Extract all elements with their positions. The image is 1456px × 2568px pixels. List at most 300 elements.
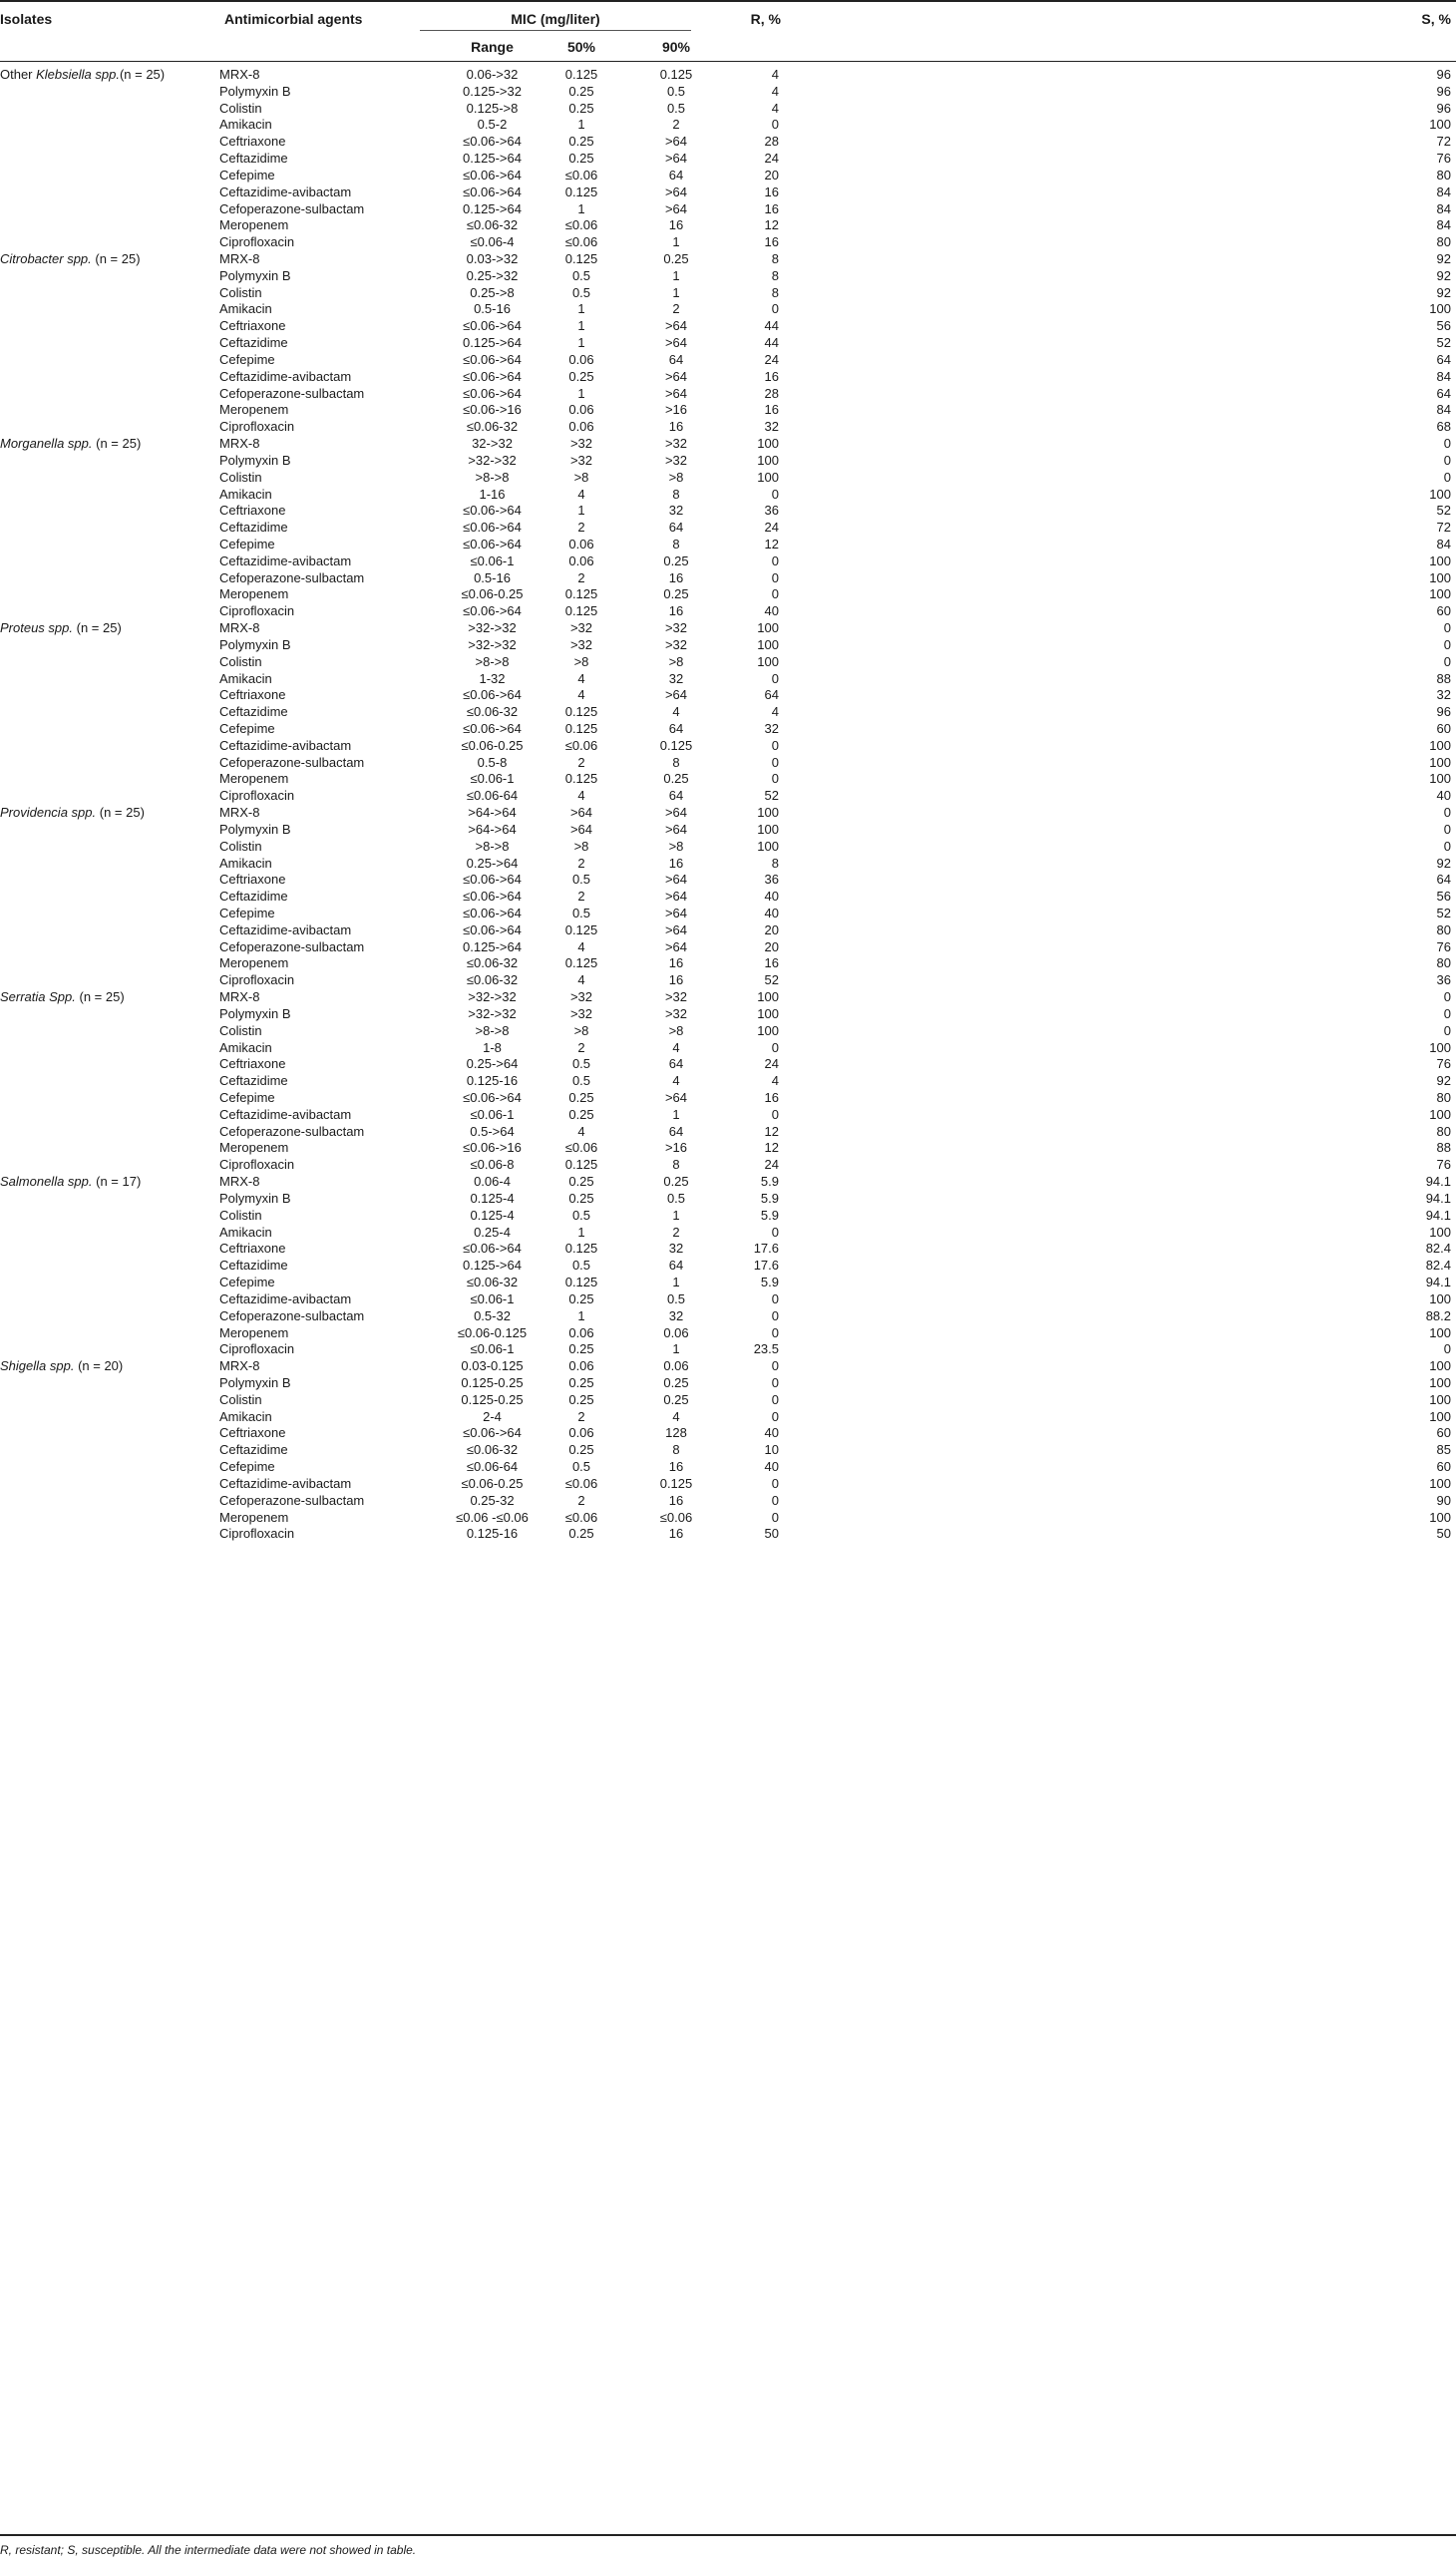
table-row xyxy=(0,1291,1456,1308)
agent-cell: Ceftriaxone xyxy=(219,1425,286,1441)
s-pct-cell: 82.4 xyxy=(1425,1241,1451,1257)
table-row xyxy=(0,537,1456,553)
range-cell: ≤0.06->64 xyxy=(463,183,522,199)
s-pct-cell: 0 xyxy=(1443,838,1451,854)
r-pct-cell: 4 xyxy=(771,67,779,82)
s-pct-cell: 100 xyxy=(1429,1039,1451,1055)
s-pct-cell: 0 xyxy=(1443,636,1451,652)
s-pct-cell: 84 xyxy=(1436,200,1451,216)
range-cell: ≤0.06->64 xyxy=(463,1425,522,1441)
s-pct-cell: 100 xyxy=(1429,1408,1451,1424)
range-cell: 32->32 xyxy=(472,436,513,452)
r-pct-cell: 5.9 xyxy=(760,1190,779,1206)
range-cell: ≤0.06-4 xyxy=(470,234,515,250)
s-pct-cell: 82.4 xyxy=(1425,1258,1451,1274)
mic50-cell: 0.25 xyxy=(568,1526,594,1542)
r-pct-cell: 24 xyxy=(764,1157,779,1173)
r-pct-cell: 20 xyxy=(764,921,779,937)
table-row xyxy=(0,1023,1456,1040)
s-pct-cell: 100 xyxy=(1429,1324,1451,1340)
s-pct-cell: 72 xyxy=(1436,134,1451,150)
header-r: R, % xyxy=(750,11,781,27)
mic50-cell: 2 xyxy=(577,855,585,871)
mic90-cell: >64 xyxy=(664,385,688,401)
agent-cell: Cefepime xyxy=(219,1275,275,1290)
r-pct-cell: 12 xyxy=(764,1123,779,1139)
table-row xyxy=(0,335,1456,352)
s-pct-cell: 100 xyxy=(1429,1509,1451,1525)
table-row xyxy=(0,251,1456,268)
range-cell: ≤0.06->64 xyxy=(463,385,522,401)
s-pct-cell: 80 xyxy=(1436,955,1451,971)
mic90-cell: 1 xyxy=(672,1207,680,1223)
r-pct-cell: 4 xyxy=(771,1073,779,1089)
mic90-cell: 0.125 xyxy=(659,67,693,82)
table-row xyxy=(0,67,1456,84)
r-pct-cell: 10 xyxy=(764,1442,779,1458)
range-cell: ≤0.06->64 xyxy=(463,1090,522,1106)
mic90-cell: >8 xyxy=(668,469,684,485)
s-pct-cell: 0 xyxy=(1443,452,1451,468)
table-row xyxy=(0,822,1456,839)
r-pct-cell: 24 xyxy=(764,351,779,367)
table-row xyxy=(0,839,1456,856)
r-pct-cell: 0 xyxy=(771,117,779,133)
mic50-cell: 0.125 xyxy=(564,251,598,267)
mic50-cell: 1 xyxy=(577,200,585,216)
agent-cell: Amikacin xyxy=(219,301,272,317)
mic90-cell: 4 xyxy=(672,1408,680,1424)
agent-cell: Cefepime xyxy=(219,536,275,551)
table-row xyxy=(0,117,1456,134)
agent-cell: Ciprofloxacin xyxy=(219,234,295,250)
table-row xyxy=(0,503,1456,520)
mic90-cell: 16 xyxy=(668,855,684,871)
mic90-cell: 2 xyxy=(672,301,680,317)
agent-cell: Polymyxin B xyxy=(219,821,291,837)
range-cell: ≤0.06-1 xyxy=(470,1106,515,1122)
range-cell: 0.125-16 xyxy=(466,1526,519,1542)
mic50-cell: 0.125 xyxy=(564,771,598,787)
mic90-cell: 16 xyxy=(668,217,684,233)
s-pct-cell: 100 xyxy=(1429,1290,1451,1306)
range-cell: >8->8 xyxy=(475,469,510,485)
mic90-cell: 1 xyxy=(672,1341,680,1357)
mic50-cell: 0.06 xyxy=(568,536,594,551)
header-agents: Antimicorbial agents xyxy=(224,11,363,27)
r-pct-cell: 0 xyxy=(771,1224,779,1240)
mic90-cell: 32 xyxy=(668,670,684,686)
table-row xyxy=(0,989,1456,1006)
table-row xyxy=(0,101,1456,118)
mic-header-rule xyxy=(420,30,691,31)
agent-cell: Meropenem xyxy=(219,217,289,233)
mic50-cell: 0.25 xyxy=(568,100,594,116)
agent-cell: Colistin xyxy=(219,284,262,300)
r-pct-cell: 100 xyxy=(757,821,779,837)
agent-cell: Colistin xyxy=(219,1391,262,1407)
s-pct-cell: 84 xyxy=(1436,536,1451,551)
table-row xyxy=(0,217,1456,234)
r-pct-cell: 0 xyxy=(771,1492,779,1508)
agent-cell: Ciprofloxacin xyxy=(219,788,295,804)
mic50-cell: 4 xyxy=(577,788,585,804)
r-pct-cell: 32 xyxy=(764,720,779,736)
isolate-name: Salmonella spp. xyxy=(0,1174,93,1190)
mic50-cell: 4 xyxy=(577,972,585,988)
range-cell: ≤0.06-0.125 xyxy=(457,1324,528,1340)
r-pct-cell: 40 xyxy=(764,1459,779,1475)
table-row xyxy=(0,1006,1456,1023)
agent-cell: Cefoperazone-sulbactam xyxy=(219,938,365,954)
range-cell: 0.125-4 xyxy=(470,1190,515,1206)
s-pct-cell: 80 xyxy=(1436,234,1451,250)
range-cell: 0.125->64 xyxy=(463,1258,522,1274)
s-pct-cell: 96 xyxy=(1436,83,1451,99)
r-pct-cell: 12 xyxy=(764,536,779,551)
mic50-cell: ≤0.06 xyxy=(564,1475,598,1491)
agent-cell: Ceftriaxone xyxy=(219,872,286,888)
s-pct-cell: 52 xyxy=(1436,335,1451,351)
table-row xyxy=(0,603,1456,620)
r-pct-cell: 100 xyxy=(757,636,779,652)
table-row xyxy=(0,419,1456,436)
range-cell: 0.125-0.25 xyxy=(461,1391,524,1407)
agent-cell: Ceftriaxone xyxy=(219,134,286,150)
mic90-cell: 32 xyxy=(668,503,684,519)
range-cell: >32->32 xyxy=(468,636,517,652)
header-bottom-rule xyxy=(0,61,1456,62)
isolate-count: (n = 17) xyxy=(92,1174,142,1190)
s-pct-cell: 100 xyxy=(1429,754,1451,770)
mic90-cell: >8 xyxy=(668,838,684,854)
mic90-cell: >64 xyxy=(664,318,688,334)
mic50-cell: 4 xyxy=(577,486,585,502)
r-pct-cell: 40 xyxy=(764,1425,779,1441)
s-pct-cell: 84 xyxy=(1436,402,1451,418)
range-cell: >32->32 xyxy=(468,989,517,1005)
mic50-cell: 0.5 xyxy=(571,1459,591,1475)
agent-cell: Cefoperazone-sulbactam xyxy=(219,385,365,401)
s-pct-cell: 100 xyxy=(1429,1224,1451,1240)
mic50-cell: 0.5 xyxy=(571,284,591,300)
agent-cell: Ceftazidime xyxy=(219,704,288,720)
mic50-cell: 0.06 xyxy=(568,419,594,435)
isolate-count: (n = 20) xyxy=(74,1358,124,1374)
r-pct-cell: 40 xyxy=(764,906,779,920)
mic50-cell: 0.125 xyxy=(564,67,598,82)
mic50-cell: 1 xyxy=(577,301,585,317)
r-pct-cell: 17.6 xyxy=(753,1258,779,1274)
agent-cell: Ceftazidime xyxy=(219,335,288,351)
mic90-cell: >32 xyxy=(664,636,688,652)
table-row xyxy=(0,352,1456,369)
mic50-cell: 0.06 xyxy=(568,402,594,418)
mic50-cell: ≤0.06 xyxy=(564,1140,598,1156)
mic50-cell: 1 xyxy=(577,1307,585,1323)
s-pct-cell: 76 xyxy=(1436,151,1451,167)
range-cell: ≤0.06->64 xyxy=(463,603,522,619)
agent-cell: Cefepime xyxy=(219,167,275,183)
r-pct-cell: 44 xyxy=(764,318,779,334)
mic50-cell: ≤0.06 xyxy=(564,234,598,250)
table-row xyxy=(0,939,1456,956)
r-pct-cell: 100 xyxy=(757,838,779,854)
range-cell: ≤0.06->64 xyxy=(463,906,522,920)
agent-cell: Ceftazidime-avibactam xyxy=(219,1290,352,1306)
r-pct-cell: 0 xyxy=(771,1475,779,1491)
mic90-cell: 0.5 xyxy=(666,100,686,116)
r-pct-cell: 100 xyxy=(757,469,779,485)
s-pct-cell: 100 xyxy=(1429,1475,1451,1491)
agent-cell: Cefoperazone-sulbactam xyxy=(219,1123,365,1139)
table-row xyxy=(0,1275,1456,1291)
header-isolates: Isolates xyxy=(0,11,53,27)
mic50-cell: >8 xyxy=(573,469,589,485)
table-row xyxy=(0,972,1456,989)
agent-cell: Cefoperazone-sulbactam xyxy=(219,569,365,585)
r-pct-cell: 24 xyxy=(764,1056,779,1072)
r-pct-cell: 64 xyxy=(764,687,779,703)
mic90-cell: >64 xyxy=(664,872,688,888)
range-cell: ≤0.06->64 xyxy=(463,134,522,150)
table-row xyxy=(0,151,1456,168)
agent-cell: Ceftriaxone xyxy=(219,687,286,703)
mic90-cell: 0.125 xyxy=(659,1475,693,1491)
isolate-name: Morganella spp. xyxy=(0,436,93,452)
table-row xyxy=(0,1459,1456,1476)
range-cell: ≤0.06-32 xyxy=(466,217,519,233)
s-pct-cell: 96 xyxy=(1436,100,1451,116)
mic90-cell: 1 xyxy=(672,1106,680,1122)
r-pct-cell: 100 xyxy=(757,620,779,636)
s-pct-cell: 80 xyxy=(1436,1090,1451,1106)
r-pct-cell: 0 xyxy=(771,1106,779,1122)
table-row xyxy=(0,134,1456,151)
mic50-cell: >64 xyxy=(569,821,593,837)
mic50-cell: 1 xyxy=(577,117,585,133)
mic90-cell: 8 xyxy=(672,536,680,551)
r-pct-cell: 44 xyxy=(764,335,779,351)
agent-cell: Cefepime xyxy=(219,1459,275,1475)
table-row xyxy=(0,1090,1456,1107)
s-pct-cell: 0 xyxy=(1443,436,1451,452)
agent-cell: Cefoperazone-sulbactam xyxy=(219,754,365,770)
agent-cell: Ceftriaxone xyxy=(219,1056,286,1072)
range-cell: >32->32 xyxy=(468,620,517,636)
agent-cell: Ciprofloxacin xyxy=(219,603,295,619)
mic90-cell: 2 xyxy=(672,1224,680,1240)
r-pct-cell: 16 xyxy=(764,200,779,216)
agent-cell: Ceftazidime xyxy=(219,520,288,536)
agent-cell: Cefepime xyxy=(219,1090,275,1106)
table-row xyxy=(0,620,1456,637)
table-row xyxy=(0,234,1456,251)
mic90-cell: 4 xyxy=(672,1039,680,1055)
r-pct-cell: 100 xyxy=(757,436,779,452)
mic50-cell: 0.25 xyxy=(568,1442,594,1458)
mic90-cell: 128 xyxy=(665,1425,687,1441)
r-pct-cell: 20 xyxy=(764,167,779,183)
mic50-cell: 0.06 xyxy=(568,1358,594,1374)
range-cell: 0.5-2 xyxy=(477,117,508,133)
r-pct-cell: 5.9 xyxy=(760,1207,779,1223)
s-pct-cell: 0 xyxy=(1443,1022,1451,1038)
range-cell: ≤0.06-8 xyxy=(470,1157,515,1173)
s-pct-cell: 92 xyxy=(1436,1073,1451,1089)
s-pct-cell: 52 xyxy=(1436,503,1451,519)
table-row xyxy=(0,1258,1456,1275)
agent-cell: Meropenem xyxy=(219,955,289,971)
s-pct-cell: 100 xyxy=(1429,737,1451,753)
range-cell: >32->32 xyxy=(468,1005,517,1021)
mic90-cell: 0.5 xyxy=(666,83,686,99)
table-row xyxy=(0,788,1456,805)
range-cell: ≤0.06-1 xyxy=(470,1290,515,1306)
mic50-cell: >32 xyxy=(569,636,593,652)
r-pct-cell: 52 xyxy=(764,972,779,988)
range-cell: 0.06-4 xyxy=(474,1174,511,1190)
mic90-cell: 0.25 xyxy=(663,771,689,787)
mic50-cell: >8 xyxy=(573,653,589,669)
range-cell: ≤0.06->64 xyxy=(463,889,522,905)
table-row xyxy=(0,301,1456,318)
range-cell: 2-4 xyxy=(483,1408,502,1424)
s-pct-cell: 0 xyxy=(1443,469,1451,485)
agent-cell: Amikacin xyxy=(219,1039,272,1055)
r-pct-cell: 32 xyxy=(764,419,779,435)
mic90-cell: >16 xyxy=(664,1140,688,1156)
mic50-cell: 0.125 xyxy=(564,183,598,199)
mic50-cell: 0.06 xyxy=(568,1425,594,1441)
table-row xyxy=(0,1191,1456,1208)
mic50-cell: 0.125 xyxy=(564,921,598,937)
table-top-rule xyxy=(0,0,1456,2)
s-pct-cell: 96 xyxy=(1436,704,1451,720)
s-pct-cell: 88.2 xyxy=(1425,1307,1451,1323)
range-cell: 0.25->8 xyxy=(470,284,515,300)
s-pct-cell: 52 xyxy=(1436,906,1451,920)
agent-cell: Cefoperazone-sulbactam xyxy=(219,1307,365,1323)
range-cell: >8->8 xyxy=(475,838,510,854)
table-row xyxy=(0,1124,1456,1141)
mic90-cell: >64 xyxy=(664,687,688,703)
r-pct-cell: 0 xyxy=(771,569,779,585)
r-pct-cell: 100 xyxy=(757,989,779,1005)
mic50-cell: 1 xyxy=(577,385,585,401)
mic90-cell: >64 xyxy=(664,368,688,384)
mic50-cell: ≤0.06 xyxy=(564,737,598,753)
r-pct-cell: 100 xyxy=(757,805,779,821)
r-pct-cell: 0 xyxy=(771,1324,779,1340)
range-cell: ≤0.06->16 xyxy=(463,1140,522,1156)
s-pct-cell: 100 xyxy=(1429,1106,1451,1122)
agent-cell: Ceftazidime-avibactam xyxy=(219,921,352,937)
mic50-cell: 4 xyxy=(577,938,585,954)
range-cell: ≤0.06-32 xyxy=(466,704,519,720)
mic90-cell: 1 xyxy=(672,234,680,250)
r-pct-cell: 8 xyxy=(771,251,779,267)
s-pct-cell: 40 xyxy=(1436,788,1451,804)
mic90-cell: >64 xyxy=(664,134,688,150)
agent-cell: Polymyxin B xyxy=(219,452,291,468)
agent-cell: Ciprofloxacin xyxy=(219,1341,295,1357)
table-row xyxy=(0,955,1456,972)
mic50-cell: 0.125 xyxy=(564,603,598,619)
table-row xyxy=(0,386,1456,403)
r-pct-cell: 40 xyxy=(764,603,779,619)
range-cell: ≤0.06->64 xyxy=(463,921,522,937)
r-pct-cell: 12 xyxy=(764,1140,779,1156)
table-row xyxy=(0,318,1456,335)
range-cell: 1-8 xyxy=(483,1039,502,1055)
mic90-cell: 16 xyxy=(668,972,684,988)
s-pct-cell: 92 xyxy=(1436,267,1451,283)
s-pct-cell: 100 xyxy=(1429,1391,1451,1407)
s-pct-cell: 64 xyxy=(1436,385,1451,401)
mic90-cell: 16 xyxy=(668,603,684,619)
s-pct-cell: 36 xyxy=(1436,972,1451,988)
table-row xyxy=(0,1225,1456,1242)
agent-cell: Colistin xyxy=(219,100,262,116)
mic50-cell: 0.5 xyxy=(571,872,591,888)
mic50-cell: 0.25 xyxy=(568,1341,594,1357)
range-cell: ≤0.06-1 xyxy=(470,1341,515,1357)
table-row xyxy=(0,687,1456,704)
table-row xyxy=(0,856,1456,873)
mic90-cell: 32 xyxy=(668,1241,684,1257)
mic90-cell: 0.25 xyxy=(663,552,689,568)
range-cell: ≤0.06-0.25 xyxy=(461,737,524,753)
agent-cell: Colistin xyxy=(219,653,262,669)
mic90-cell: 64 xyxy=(668,788,684,804)
mic50-cell: 0.25 xyxy=(568,134,594,150)
mic50-cell: 4 xyxy=(577,670,585,686)
s-pct-cell: 60 xyxy=(1436,720,1451,736)
mic50-cell: >32 xyxy=(569,1005,593,1021)
s-pct-cell: 72 xyxy=(1436,520,1451,536)
mic50-cell: 0.25 xyxy=(568,1190,594,1206)
s-pct-cell: 0 xyxy=(1443,620,1451,636)
agent-cell: Amikacin xyxy=(219,1224,272,1240)
table-row xyxy=(0,184,1456,201)
agent-cell: Ciprofloxacin xyxy=(219,972,295,988)
table-row xyxy=(0,1476,1456,1493)
table-row xyxy=(0,84,1456,101)
s-pct-cell: 92 xyxy=(1436,284,1451,300)
mic50-cell: 0.125 xyxy=(564,586,598,602)
mic90-cell: >32 xyxy=(664,1005,688,1021)
mic90-cell: 64 xyxy=(668,720,684,736)
range-cell: 0.03->32 xyxy=(466,251,519,267)
r-pct-cell: 0 xyxy=(771,771,779,787)
r-pct-cell: 0 xyxy=(771,1509,779,1525)
mic90-cell: 1 xyxy=(672,1275,680,1290)
mic50-cell: 2 xyxy=(577,569,585,585)
r-pct-cell: 28 xyxy=(764,385,779,401)
agent-cell: MRX-8 xyxy=(219,251,260,267)
range-cell: 0.125->64 xyxy=(463,200,522,216)
mic50-cell: 2 xyxy=(577,889,585,905)
agent-cell: Meropenem xyxy=(219,586,289,602)
table-row xyxy=(0,487,1456,504)
r-pct-cell: 23.5 xyxy=(753,1341,779,1357)
header-50: 50% xyxy=(566,39,596,55)
table-row xyxy=(0,1040,1456,1057)
table-row xyxy=(0,889,1456,906)
table-row xyxy=(0,805,1456,822)
header-mic: MIC (mg/liter) xyxy=(511,11,600,27)
